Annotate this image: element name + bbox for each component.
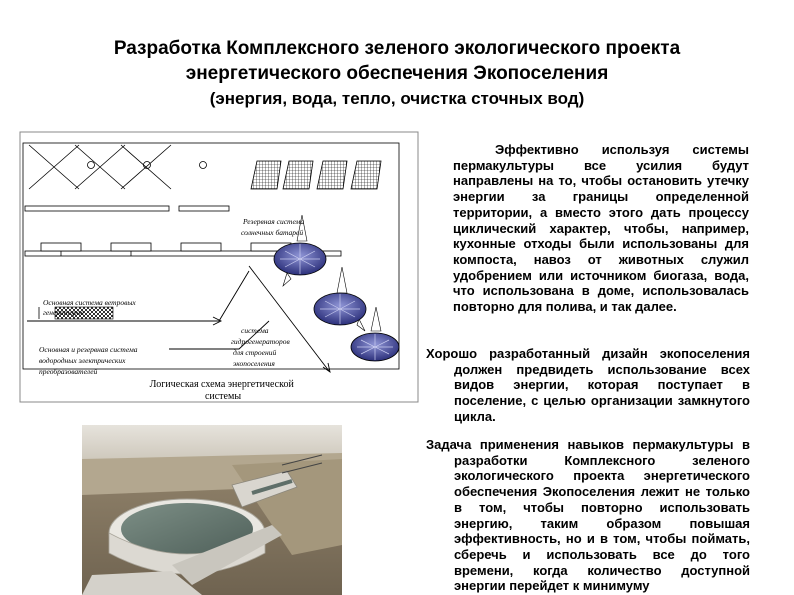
- hydrogen-label-line-1: Основная и резервная система: [39, 345, 138, 354]
- wind-label-line-2: генераторов: [43, 308, 84, 317]
- hydro-label-line-3: для строений: [233, 348, 277, 357]
- paragraph-3: Задача применения навыков пермакультуры в разработки Комплексного зеленого экологического проекта энергетического обеспечения Экопоселения лежит не только в том, чтобы повторно использовать энергию, таким образом повышая эффективность, но и в том, чтобы поймать, сберечь и использовать все до того времени, когда количество доступной энергии перейдет к минимуму: [426, 437, 750, 594]
- battery-label-line-1: Резервная система: [243, 217, 305, 226]
- title-line-1: Разработка Комплексного зеленого экологического проекта: [113, 38, 681, 59]
- battery-label-line-2: солнечных батарей: [241, 228, 304, 237]
- water-reservoir-photo: [82, 425, 342, 595]
- title-line-2: энергетического обеспечения Экопоселения: [185, 63, 609, 84]
- wind-label-line-1: Основная система ветровых: [43, 298, 136, 307]
- title-block: [40, 36, 754, 86]
- paragraph-1: Эффективно используя системы пермакультуры все усилия будут направлены на то, чтобы остановить утечку энергии за границы определенной территории, а вместо этого дать процессу циклический характер, чтобы, например, кухонные отходы были использованы для компоста, навоз от животных служил удобрением или источником биогаза, вода, что использована в доме, использовалась повторно для полива, и так далее.: [453, 142, 749, 315]
- hydrogen-label-line-2: водородных электрических: [39, 356, 126, 365]
- paragraph-2: Хорошо разработанный дизайн экопоселения должен предвидеть использование всех видов энергии, которая поступает в поселение, с целью организации замкнутого цикла.: [426, 346, 750, 424]
- hydrogen-label-line-3: преобразователей: [39, 367, 98, 376]
- energy-system-diagram: [19, 131, 419, 403]
- hydro-label-line-2: гидрогенераторов: [231, 337, 290, 346]
- hydro-label-line-1: система: [241, 326, 269, 335]
- hydro-label-line-4: экопоселения: [233, 359, 275, 368]
- diagram-caption-line-1: Логическая схема энергетической: [149, 379, 294, 390]
- diagram-caption-line-2: системы: [204, 391, 242, 402]
- subtitle: (энергия, вода, тепло, очистка сточных вод): [209, 89, 585, 108]
